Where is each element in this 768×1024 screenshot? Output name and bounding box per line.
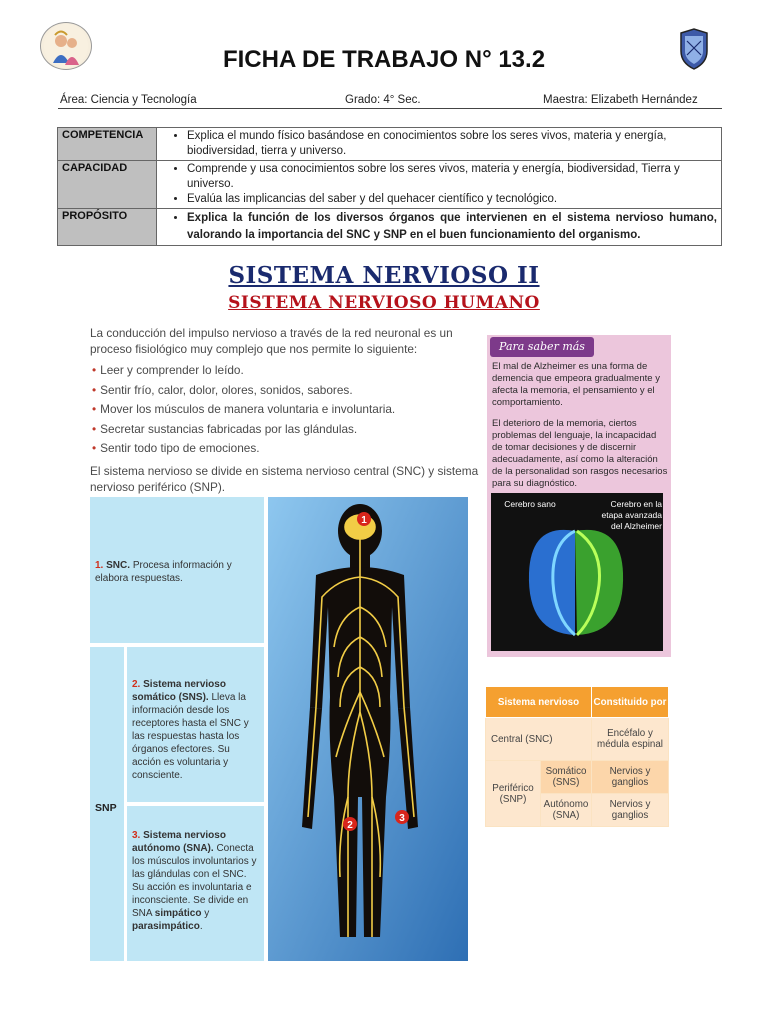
sidebar-tag: Para saber más <box>490 337 594 357</box>
snc-panel-text: 1. SNC. Procesa información y elabora respuestas. <box>95 560 232 584</box>
proposito-label: PROPÓSITO <box>58 209 157 246</box>
competencia-text: • Explica el mundo físico basándose en conocimientos sobre los seres vivos, materia y energía, biodiversidad, tierra y universo. <box>187 129 717 159</box>
sidebar-paragraph-2: El deterioro de la memoria, ciertos problemas del lenguaje, la incapacidad de tomar decisiones y de discernir adecuadamente, así como la alteración de la personalidad son rasgos necesarios para su diagnóstico. <box>492 418 668 489</box>
marker-sna: 3 <box>399 813 405 824</box>
list-item: • Sentir todo tipo de emociones. <box>92 441 260 456</box>
teacher-label: Maestra: Elizabeth Hernández <box>543 94 698 106</box>
table-row: Periférico (SNP) Somático (SNS) Nervios y ganglios <box>486 761 669 794</box>
intro-section <box>90 325 480 495</box>
area-label: Área: Ciencia y Tecnología <box>60 94 197 106</box>
snp-label: SNP <box>95 802 117 814</box>
list-item: • Mover los músculos de manera voluntaria e involuntaria. <box>92 402 396 417</box>
main-heading: SISTEMA NERVIOSO II <box>228 262 540 289</box>
competency-table <box>57 127 722 246</box>
intro-closing: El sistema nervioso se divide en sistema nervioso central (SNC) y sistema nervioso periférico (SNP). <box>90 463 479 494</box>
worksheet-title: FICHA DE TRABAJO N° 13.2 <box>222 46 546 73</box>
table-row: Central (SNC) Encéfalo y médula espinal <box>486 718 669 761</box>
table-row: Autónomo (SNA) Nervios y ganglios <box>486 794 669 827</box>
list-item: • Leer y comprender lo leído. <box>92 363 244 377</box>
nervous-system-illustration <box>268 497 468 961</box>
marker-sns: 2 <box>347 820 353 831</box>
proposito-text: • Explica la función de los diversos órganos que intervienen en el sistema nervioso humano, valorando la importancia del SNC y SNP en el buen funcionamiento del organismo. <box>187 210 717 244</box>
sns-panel-text: 2. Sistema nervioso somático (SNS). Lleva la información desde los receptores hasta el SNC y las respuestas hasta los órganos efectores. Su acción es voluntaria y consciente. <box>132 679 249 781</box>
intro-bullet-list <box>90 361 480 459</box>
marker-snc: 1 <box>361 515 367 526</box>
intro-lead: La conducción del impulso nervioso a través de la red neuronal es un proceso fisiológico muy complejo que nos permite lo siguiente: <box>90 326 453 356</box>
table-header-system: Sistema nervioso <box>486 687 592 718</box>
grade-label: Grado: 4° Sec. <box>345 94 421 106</box>
list-item: • Sentir frío, calor, dolor, olores, sonidos, sabores. <box>92 382 353 397</box>
nervous-system-table <box>485 686 669 827</box>
capacidad-text-1: • Comprende y usa conocimientos sobre los seres vivos, materia y energía, biodiversidad, Tierra y universo. <box>187 162 717 192</box>
brain-healthy-label: Cerebro sano <box>504 499 556 509</box>
competencia-label: COMPETENCIA <box>58 128 157 161</box>
header-divider <box>58 108 722 109</box>
table-header-composed: Constituido por <box>592 687 669 718</box>
sna-panel-text: 3. Sistema nervioso autónomo (SNA). Conecta los músculos involuntarios y las glándulas con el SNC. Su acción es involuntaria e inconsciente. Se divide en SNA simpático y parasimpático. <box>132 830 257 932</box>
brain-alzheimer-label: Cerebro en la etapa avanzada del Alzheimer <box>601 499 662 531</box>
sidebar-paragraph-1: El mal de Alzheimer es una forma de demencia que empeora gradualmente y afecta la memoria, el pensamiento y el comportamiento. <box>492 361 660 408</box>
sub-heading: SISTEMA NERVIOSO HUMANO <box>228 293 540 313</box>
capacidad-label: CAPACIDAD <box>58 161 157 209</box>
capacidad-text-2: • Evalúa las implicancias del saber y del quehacer científico y tecnológico. <box>187 192 717 207</box>
list-item: • Secretar sustancias fabricadas por las glándulas. <box>92 421 358 436</box>
